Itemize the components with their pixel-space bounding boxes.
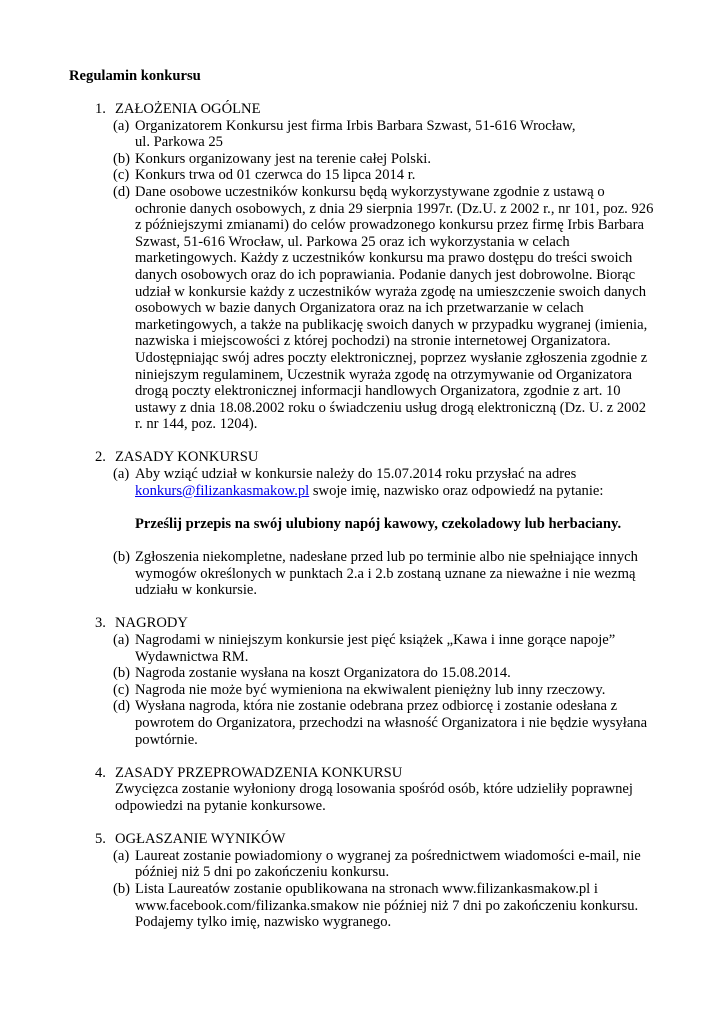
item-letter: (d) xyxy=(113,183,131,200)
text-line: powtórnie. xyxy=(135,731,198,748)
section-title: ZAŁOŻENIA OGÓLNE xyxy=(115,101,261,117)
list-item xyxy=(0,682,724,699)
text-line: nazwiska i miejscowości z której pochodzi) na stronie internetowej Organizatora. xyxy=(135,333,611,350)
section-number: 3. xyxy=(95,615,106,632)
text-line: Organizatorem Konkursu jest firma Irbis Barbara Szwast, 51-616 Wrocław, xyxy=(135,117,576,134)
text-line: osobowych w bazie danych Organizatora oraz na ich przetwarzanie w celach xyxy=(135,300,584,317)
list-item xyxy=(0,881,724,931)
section-number: 5. xyxy=(95,831,106,848)
text-line: ustawy z dnia 18.08.2002 roku o świadczeniu usług drogą elektroniczną (Dz. U. z 2002 xyxy=(135,399,647,416)
item-text xyxy=(135,549,665,599)
item-letter: (d) xyxy=(113,698,131,715)
text-line xyxy=(135,483,665,500)
item-text xyxy=(135,118,665,151)
text-line: Udostępniając swój adres poczty elektronicznej, poprzez wysłanie zgłoszenia zgodnie z xyxy=(135,349,648,366)
text-line: r. nr 144, poz. 1204). xyxy=(135,416,258,433)
text-line: Nagroda zostanie wysłana na koszt Organizatora do 15.08.2014. xyxy=(135,665,511,682)
text-line: wymogów określonych w punktach 2.a i 2.b zostaną uznane za nieważne i nie wezmą xyxy=(135,565,636,582)
item-text xyxy=(135,848,665,881)
item-letter: (a) xyxy=(113,847,130,864)
section-paragraph xyxy=(115,781,665,814)
item-letter: (b) xyxy=(113,665,131,682)
section-1 xyxy=(0,101,724,433)
text-line: Wydawnictwa RM. xyxy=(135,648,249,665)
section-title: OGŁASZANIE WYNIKÓW xyxy=(115,831,286,848)
text-line: Lista Laureatów zostanie opublikowana na stronach www.filizankasmakow.pl i xyxy=(135,880,598,897)
section-number: 4. xyxy=(95,764,106,781)
item-letter: (a) xyxy=(113,632,130,648)
text-line: Wysłana nagroda, która nie zostanie odebrana przez odbiorcę i zostanie odesłana z xyxy=(135,698,618,715)
text-fragment: swoje imię, nazwisko oraz odpowiedź na pytanie: xyxy=(309,482,604,499)
section-title: ZASADY KONKURSU xyxy=(115,449,259,466)
item-letter: (a) xyxy=(113,117,130,134)
item-text xyxy=(135,632,665,665)
text-line: odpowiedzi na pytanie konkursowe. xyxy=(115,797,326,814)
section-3 xyxy=(0,615,724,748)
list-item xyxy=(0,632,724,665)
text-line: z późniejszymi zmianami) do celów prowadzonego konkursu przez firmę Irbis Barbara xyxy=(135,217,644,234)
list-item xyxy=(0,698,724,748)
item-letter: (b) xyxy=(113,549,131,566)
text-line: powrotem do Organizatora, przechodzi na własność Organizatora i nie będzie wysyłana xyxy=(135,714,648,731)
item-letter: (a) xyxy=(113,466,130,483)
text-line: Konkurs trwa od 01 czerwca do 15 lipca 2014 r. xyxy=(135,167,416,184)
list-item xyxy=(0,665,724,682)
text-line: niniejszym regulaminem, Uczestnik wyraża zgodę na otrzymywanie od Organizatora xyxy=(135,366,632,383)
section-title: ZASADY PRZEPROWADZENIA KONKURSU xyxy=(115,764,403,781)
text-line: ul. Parkowa 25 xyxy=(135,134,223,151)
list-item xyxy=(0,151,724,168)
text-line: Zwycięzca zostanie wyłoniony drogą losowania spośród osób, które udzieliły poprawnej xyxy=(115,781,633,798)
list-item xyxy=(0,184,724,433)
text-line: później niż 5 dni po zakończeniu konkursu. xyxy=(135,864,390,881)
item-text xyxy=(135,184,665,433)
item-text xyxy=(135,167,665,184)
item-text xyxy=(135,665,665,682)
item-text xyxy=(135,698,665,748)
text-line: drogą poczty elektronicznej informacji handlowych Organizatora, zgodnie z art. 10 xyxy=(135,383,621,400)
text-line: Nagroda nie może być wymieniona na ekwiwalent pieniężny lub inny rzeczowy. xyxy=(135,681,606,698)
section-number: 1. xyxy=(95,101,106,117)
text-line: danych osobowych oraz do ich poprawiania. Podanie danych jest dobrowolne. Biorąc xyxy=(135,266,636,283)
text-line: udział w konkursie każdy z uczestników wyraża zgodę na umieszczenie swoich danych xyxy=(135,283,646,300)
text-line: Podajemy tylko imię, nazwisko wygranego. xyxy=(135,914,392,931)
section-number: 2. xyxy=(95,449,106,466)
section-5 xyxy=(0,831,724,931)
list-item xyxy=(0,118,724,151)
item-letter: (c) xyxy=(113,681,130,698)
section-4 xyxy=(0,765,724,815)
item-letter: (b) xyxy=(113,150,131,167)
text-line: ochronie danych osobowych, z dnia 29 sierpnia 1997r. (Dz.U. z 2002 r., nr 101, poz. 926 xyxy=(135,200,654,217)
item-letter: (b) xyxy=(113,880,131,897)
contest-question: Prześlij przepis na swój ulubiony napój kawowy, czekoladowy lub herbaciany. xyxy=(135,515,622,532)
text-line: marketingowych, a także na publikację swoich danych w przypadku wygranej (imienia, xyxy=(135,316,648,333)
list-item xyxy=(0,466,724,499)
document-title: Regulamin konkursu xyxy=(69,68,201,84)
text-line: Konkurs organizowany jest na terenie całej Polski. xyxy=(135,150,431,167)
section-title: NAGRODY xyxy=(115,615,188,632)
list-item xyxy=(0,848,724,881)
text-line: marketingowych. Każdy z uczestników konkursu ma prawo dostępu do treści swoich xyxy=(135,250,633,267)
sections-list xyxy=(0,101,724,947)
item-text xyxy=(135,151,665,168)
text-line: Szwast, 51-616 Wrocław, ul. Parkowa 25 oraz ich wykorzystania w celach xyxy=(135,233,570,250)
text-line: Zgłoszenia niekompletne, nadesłane przed lub po terminie albo nie spełniające innych xyxy=(135,549,638,566)
item-text xyxy=(135,466,665,499)
list-item xyxy=(0,167,724,184)
section-2 xyxy=(0,449,724,598)
text-line: www.facebook.com/filizanka.smakow nie później niż 7 dni po zakończeniu konkursu. xyxy=(135,897,639,914)
text-line: Dane osobowe uczestników konkursu będą wykorzystywane zgodnie z ustawą o xyxy=(135,183,605,200)
item-letter: (c) xyxy=(113,167,130,184)
text-line: udziału w konkursie. xyxy=(135,582,257,599)
email-link[interactable]: konkurs@filizankasmakow.pl xyxy=(135,482,310,499)
text-line: Aby wziąć udział w konkursie należy do 15.07.2014 roku przysłać na adres xyxy=(135,466,577,483)
item-text xyxy=(135,682,665,699)
text-line: Nagrodami w niniejszym konkursie jest pięć książek „Kawa i inne gorące napoje” xyxy=(135,632,616,648)
text-line: Laureat zostanie powiadomiony o wygranej za pośrednictwem wiadomości e-mail, nie xyxy=(135,847,641,864)
item-text xyxy=(135,881,665,931)
list-item xyxy=(0,549,724,599)
